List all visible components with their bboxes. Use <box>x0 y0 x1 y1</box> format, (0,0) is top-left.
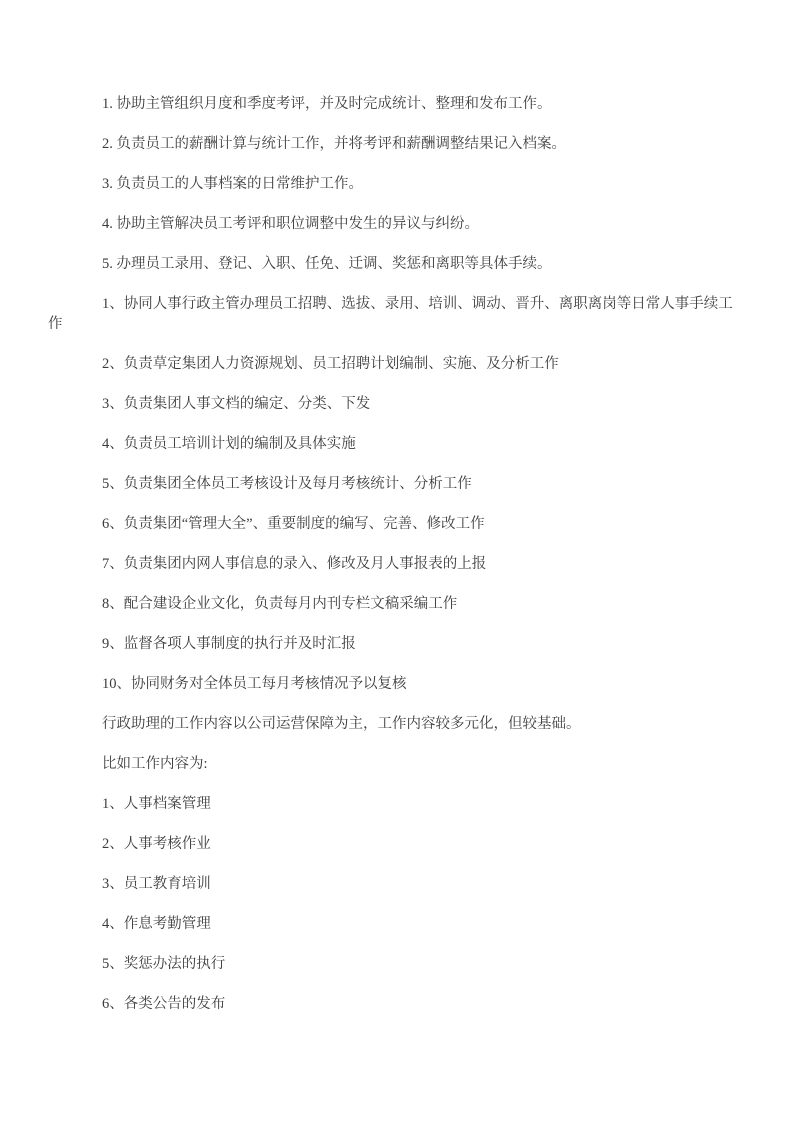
paragraph-work-item-4: 4、作息考勤管理 <box>102 916 211 932</box>
paragraph-hr-duty-9: 9、监督各项人事制度的执行并及时汇报 <box>102 636 356 652</box>
paragraph-hr-duty-1: 1、协同人事行政主管办理员工招聘、选拔、录用、培训、调动、晋升、离职离岗等日常人事手续工作 <box>48 296 733 332</box>
paragraph-hr-duty-2: 2、负责草定集团人力资源规划、员工招聘计划编制、实施、及分析工作 <box>102 356 559 372</box>
paragraph-work-item-2: 2、人事考核作业 <box>102 836 211 852</box>
paragraph-duty-3: 3. 负责员工的人事档案的日常维护工作。 <box>102 176 363 192</box>
paragraph-duty-4: 4. 协助主管解决员工考评和职位调整中发生的异议与纠纷。 <box>102 216 479 232</box>
paragraph-work-item-3: 3、员工教育培训 <box>102 876 211 892</box>
paragraph-hr-duty-6: 6、负责集团“管理大全”、重要制度的编写、完善、修改工作 <box>102 516 485 532</box>
paragraph-hr-duty-5: 5、负责集团全体员工考核设计及每月考核统计、分析工作 <box>102 476 472 492</box>
paragraph-work-item-5: 5、奖惩办法的执行 <box>102 956 226 972</box>
paragraph-work-item-6: 6、各类公告的发布 <box>102 996 226 1012</box>
paragraph-work-item-1: 1、人事档案管理 <box>102 796 211 812</box>
paragraph-duty-2: 2. 负责员工的薪酬计算与统计工作，并将考评和薪酬调整结果记入档案。 <box>102 136 566 152</box>
paragraph-hr-duty-10: 10、协同财务对全体员工每月考核情况予以复核 <box>102 676 407 692</box>
paragraph-admin-intro: 行政助理的工作内容以公司运营保障为主，工作内容较多元化，但较基础。 <box>102 716 581 732</box>
paragraph-hr-duty-3: 3、负责集团人事文档的编定、分类、下发 <box>102 396 371 412</box>
paragraph-duty-5: 5. 办理员工录用、登记、入职、任免、迁调、奖惩和离职等具体手续。 <box>102 256 552 272</box>
paragraph-hr-duty-8: 8、配合建设企业文化，负责每月内刊专栏文稿采编工作 <box>102 596 458 612</box>
paragraph-work-content-heading: 比如工作内容为: <box>102 756 208 772</box>
paragraph-hr-duty-7: 7、负责集团内网人事信息的录入、修改及月人事报表的上报 <box>102 556 487 572</box>
paragraph-duty-1: 1. 协助主管组织月度和季度考评，并及时完成统计、整理和发布工作。 <box>102 96 552 112</box>
paragraph-hr-duty-4: 4、负责员工培训计划的编制及具体实施 <box>102 436 356 452</box>
